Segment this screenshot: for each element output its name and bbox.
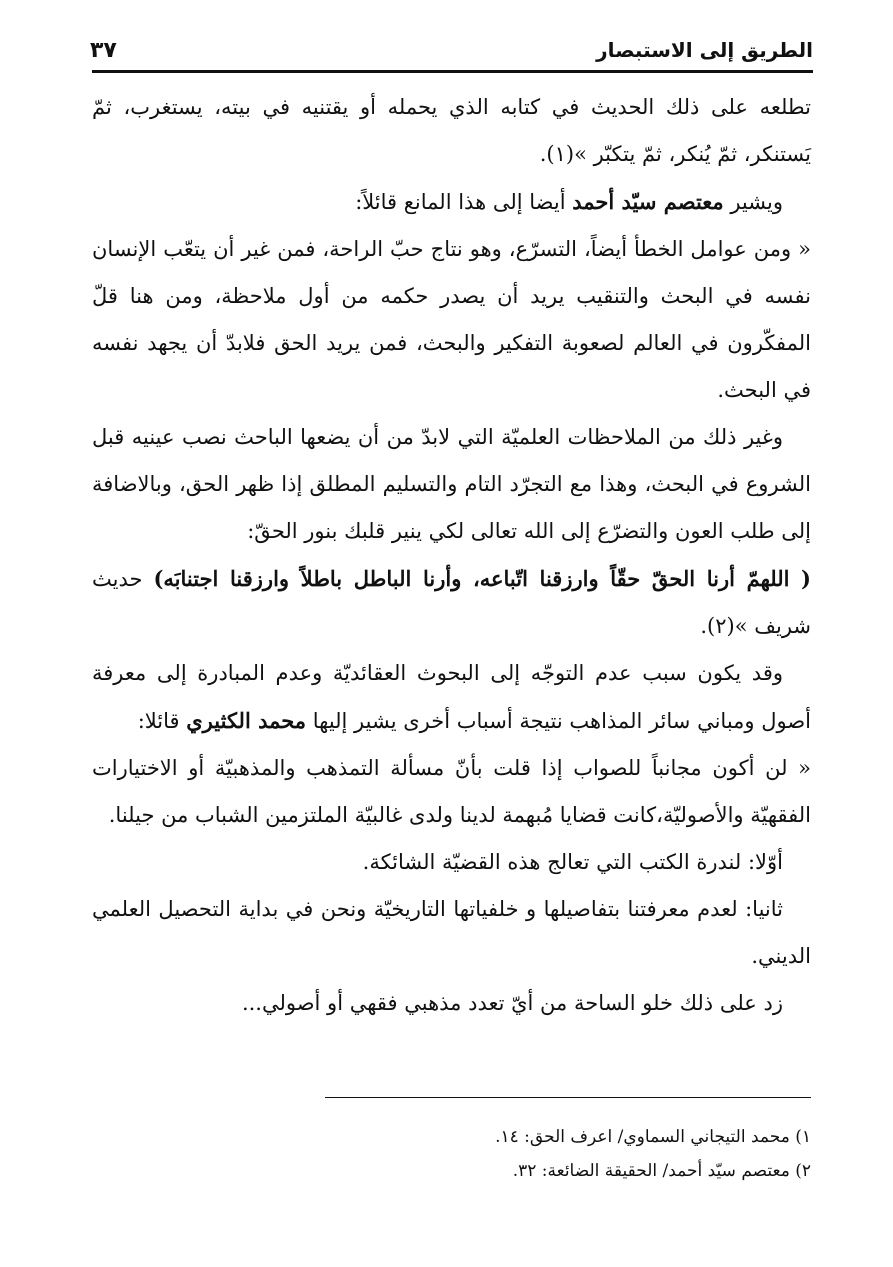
paragraph-8: أوّلا: لندرة الكتب التي تعالج هذه القضيّة الشائكة.: [362, 850, 783, 874]
paragraph-2: [92, 178, 811, 226]
footnote-1: ١) محمد التيجاني السماوي/ اعرف الحق: ١٤.: [495, 1127, 811, 1147]
author-name-kathiri: محمد الكثيري: [186, 708, 307, 733]
hadith-source: حديث شريف »(٢).: [92, 567, 811, 638]
footnote-2: ٢) معتصم سيّد أحمد/ الحقيقة الضائعة: ٣٢.: [512, 1161, 811, 1181]
running-title: الطريق إلى الاستبصار: [596, 38, 813, 62]
body-text: [92, 84, 811, 1027]
footnote-rule: [325, 1097, 811, 1098]
paragraph-2-post: أيضا إلى هذا المانع قائلاً:: [355, 190, 573, 214]
paragraph-5-hadith: [92, 555, 811, 650]
paragraph-3-quote: « ومن عوامل الخطأ أيضاً، التسرّع، وهو نتاج حبّ الراحة، فمن غير أن يتعّب الإنسان نفسه في البحث والتنقيب يريد أن يصدر حكمه من أول ملاحظة، ومن هنا قلّ المفكّرون في العالم لصعوبة التفكير والبحث، فمن يريد الحق فلابدّ أن يجهد نفسه في البحث.: [92, 237, 811, 402]
page-header: [90, 30, 813, 70]
paragraph-9: ثانيا: لعدم معرفتنا بتفاصيلها و خلفياتها التاريخيّة ونحن في بداية التحصيل العلمي الديني.: [92, 897, 811, 968]
paragraph-7-quote: « لن أكون مجانباً للصواب إذا قلت بأنّ مسألة التمذهب والمذهبيّة أو الاختيارات الفقهيّة والأصوليّة،كانت قضايا مُبهمة لدينا ولدى غالبيّة الملتزمين الشباب من جيلنا.: [92, 756, 811, 827]
paragraph-2-pre: ويشير: [723, 190, 783, 214]
footnotes: [92, 1120, 811, 1188]
paragraph-4: وغير ذلك من الملاحظات العلميّة التي لابدّ من أن يضعها الباحث نصب عينيه قبل الشروع في البحث، وهذا مع التجرّد التام والتسليم المطلق إذا ظهر الحق، وبالاضافة إلى طلب العون والتضرّع إلى الله تعالى لكي ينير قلبك بنور الحقّ:: [92, 425, 811, 543]
paragraph-6-post: قائلا:: [137, 709, 187, 733]
paragraph-6: [92, 650, 811, 745]
author-name-moatasem: معتصم سيّد أحمد: [572, 189, 724, 214]
header-rule: [92, 70, 813, 73]
hadith-text: ( اللهمّ أرنا الحقّ حقّاً وارزقنا اتّباعه، وأرنا الباطل باطلاً وارزقنا اجتنابَه): [153, 566, 811, 591]
paragraph-10: زد على ذلك خلو الساحة من أيّ تعدد مذهبي فقهي أو أصولي...: [241, 991, 783, 1015]
paragraph-6-pre: وقد يكون سبب عدم التوجّه إلى البحوث العقائديّة وعدم المبادرة إلى معرفة أصول ومباني سائر المذاهب نتيجة أسباب أخرى يشير إليها: [92, 661, 811, 733]
page-number: ٣٧: [90, 37, 117, 63]
paragraph-1: تطلعه على ذلك الحديث في كتابه الذي يحمله أو يقتنيه في بيته، يستغرب، ثمّ يَستنكر، ثمّ يُنكر، ثمّ يتكبّر »(١).: [92, 95, 811, 166]
